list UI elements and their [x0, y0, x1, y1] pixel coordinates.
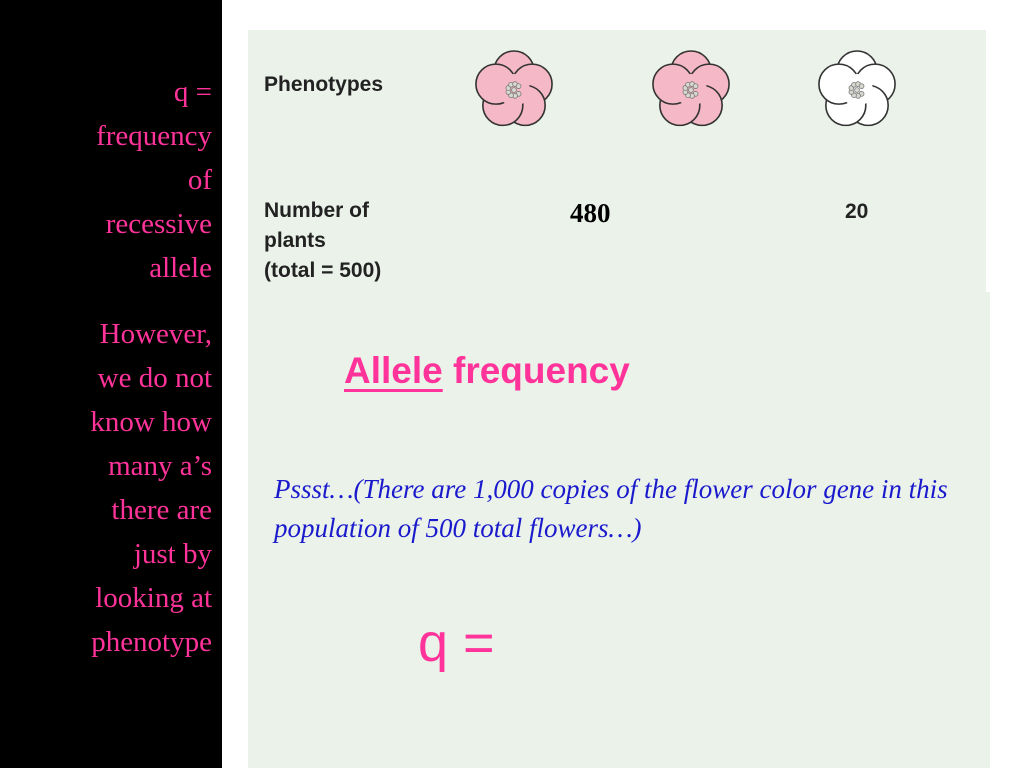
flower-stamen: [859, 84, 864, 89]
phenotype-note-line: looking at: [95, 582, 212, 614]
left-sidebar: [0, 0, 222, 768]
q-definition-line: of: [187, 164, 212, 196]
phenotype-note-line: many a’s: [108, 450, 212, 482]
plants-label-line: plants: [264, 229, 326, 252]
phenotype-note-line: However,: [99, 318, 212, 350]
plants-label-line: (total = 500): [264, 259, 382, 282]
q-definition-text: [2, 70, 212, 290]
number-of-plants-label: [264, 196, 454, 286]
heading-rest: frequency: [442, 350, 630, 391]
phenotype-note-line: there are: [111, 494, 212, 526]
q-equation: q =: [418, 613, 495, 673]
phenotype-note-line: phenotype: [91, 626, 212, 658]
flower-stamen: [689, 88, 694, 93]
flower-stamen: [855, 88, 860, 93]
q-definition-line: recessive: [105, 208, 212, 240]
flower-stamen: [693, 84, 698, 89]
q-definition-line: allele: [149, 252, 212, 284]
phenotype-note-line: we do not: [97, 362, 212, 394]
plants-label-line: Number of: [264, 199, 369, 222]
phenotype-note-line: know how: [90, 406, 212, 438]
recessive-plant-count: 20: [845, 200, 869, 223]
white-flower-icon: [815, 48, 899, 132]
flower-stamen: [512, 88, 517, 93]
pink-flower-icon: [649, 48, 733, 132]
flower-stamen: [516, 84, 521, 89]
hint-text: Pssst…(There are 1,000 copies of the flower color gene in this population of 500 total flowers…): [274, 474, 948, 543]
dominant-plant-count: 480: [570, 198, 611, 228]
q-definition-line: frequency: [96, 120, 212, 152]
pink-flower-icon: [472, 48, 556, 132]
phenotype-note-line: just by: [133, 538, 212, 570]
heading-underlined-word: Allele: [344, 350, 443, 391]
phenotypes-label: Phenotypes: [264, 73, 384, 96]
q-definition-line: q =: [173, 76, 212, 108]
phenotype-table: [248, 30, 986, 292]
phenotype-note-text: [2, 312, 212, 664]
allele-frequency-panel: [248, 292, 990, 768]
slide-heading: [344, 350, 630, 392]
